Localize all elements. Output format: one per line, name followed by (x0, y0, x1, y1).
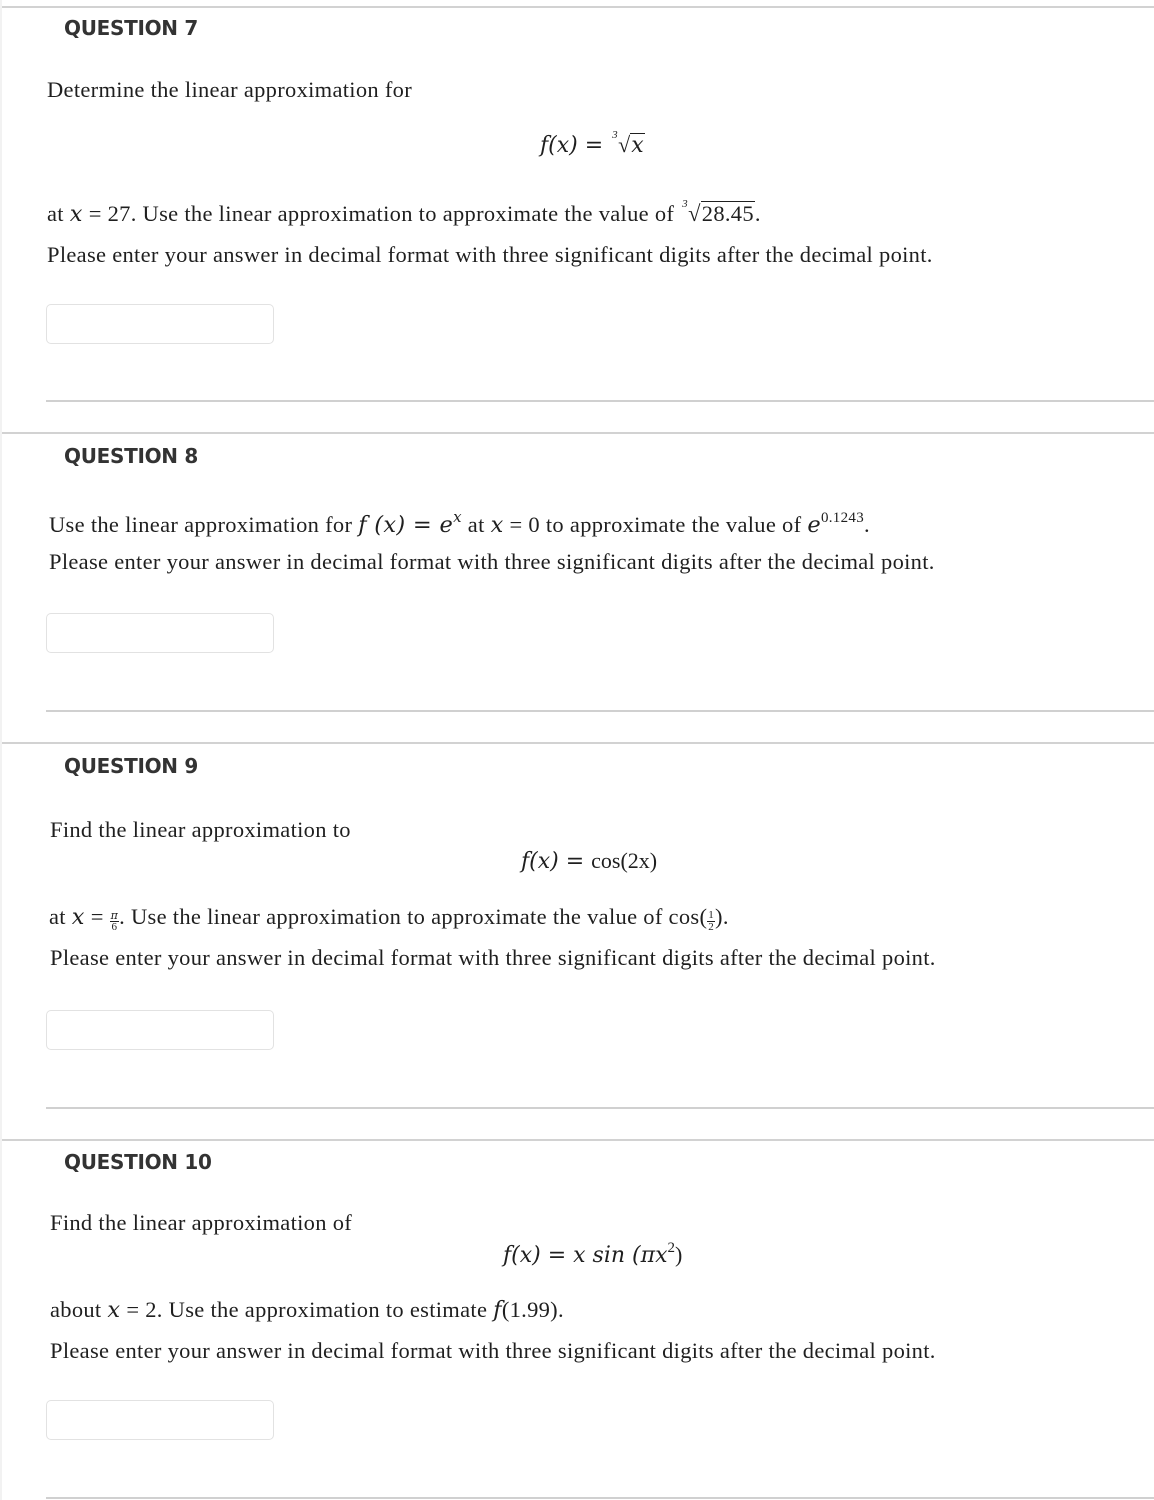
exponent: x (453, 508, 462, 526)
question-instruction: Please enter your answer in decimal format with three significant digits after the decimal point. (49, 549, 935, 574)
text: at (461, 512, 491, 537)
function-equation (503, 1240, 682, 1268)
question-line-1 (49, 508, 870, 538)
question-title: QUESTION 8 (64, 444, 199, 468)
question-instruction: Please enter your answer in decimal format with three significant digits after the decimal point. (47, 242, 933, 267)
equation-lhs: f(x) = x sin (πx (503, 1243, 668, 1268)
section-divider (2, 1139, 1154, 1141)
text: . Use the linear approximation to approximate the value of cos( (119, 904, 708, 929)
question-intro: Find the linear approximation to (50, 817, 351, 842)
question-bottom-divider (46, 1107, 1154, 1109)
question-instruction: Please enter your answer in decimal format with three significant digits after the decimal point. (50, 945, 936, 970)
text: (1.99). (501, 1297, 564, 1322)
math-expr: f (x) = e (358, 512, 454, 538)
question-bottom-divider (46, 1497, 1154, 1499)
answer-input-q7[interactable] (46, 304, 274, 344)
math-base: e (807, 512, 821, 538)
exponent: 0.1243 (820, 510, 865, 526)
math-var: x (71, 904, 85, 930)
text: = 2. Use the approximation to estimate (120, 1297, 494, 1322)
fraction (707, 910, 715, 933)
section-divider (2, 432, 1154, 434)
text: Use the linear approximation for (49, 512, 359, 537)
root-index: 3 (612, 129, 618, 141)
text: about (50, 1297, 108, 1322)
question-line-1 (47, 198, 761, 227)
math-var: x (490, 512, 504, 538)
question-instruction: Please enter your answer in decimal format with three significant digits after the decimal point. (50, 1338, 936, 1363)
fraction (110, 910, 120, 933)
root-index: 3 (682, 198, 688, 210)
denominator: 2 (708, 921, 715, 933)
section-divider (2, 6, 1154, 8)
answer-input-q8[interactable] (46, 613, 274, 653)
math-func: f (493, 1297, 502, 1323)
denominator: 6 (111, 921, 118, 933)
question-title: QUESTION 10 (64, 1150, 212, 1174)
question-intro: Find the linear approximation of (50, 1210, 353, 1235)
text: = 27. Use the linear approximation to approximate the value of (82, 201, 681, 226)
text: . (864, 512, 870, 537)
text: = (84, 904, 110, 929)
question-intro: Determine the linear approximation for (47, 77, 413, 102)
equation-rhs: ) (674, 1242, 683, 1267)
equation-rhs: cos(2x) (591, 848, 658, 873)
cube-root: 3 √x (612, 129, 644, 158)
radicand: x (631, 133, 644, 158)
equation-lhs: f(x) = (521, 849, 592, 874)
math-var: x (107, 1297, 121, 1323)
section-divider (2, 742, 1154, 744)
math-var: x (69, 201, 83, 227)
equation-lhs: f(x) = (540, 133, 611, 158)
question-line-1 (50, 1297, 564, 1323)
numerator: 1 (708, 909, 715, 921)
answer-input-q10[interactable] (46, 1400, 274, 1440)
radicand: 28.45 (701, 201, 754, 226)
cube-root: 3 √28.45 (682, 198, 754, 226)
function-equation (521, 848, 657, 874)
question-bottom-divider (46, 400, 1154, 402)
answer-input-q9[interactable] (46, 1010, 274, 1050)
text: at (49, 904, 72, 929)
text: ). (715, 904, 729, 929)
question-bottom-divider (46, 710, 1154, 712)
exponent: 2 (667, 1240, 675, 1256)
text: . (754, 201, 761, 226)
question-title: QUESTION 7 (64, 16, 199, 40)
page-left-border (0, 0, 2, 1500)
function-equation (540, 129, 645, 158)
question-line-1 (49, 904, 729, 933)
question-title: QUESTION 9 (64, 754, 199, 778)
text: = 0 to approximate the value of (503, 512, 808, 537)
numerator: π (110, 909, 119, 922)
text: at (47, 201, 70, 226)
